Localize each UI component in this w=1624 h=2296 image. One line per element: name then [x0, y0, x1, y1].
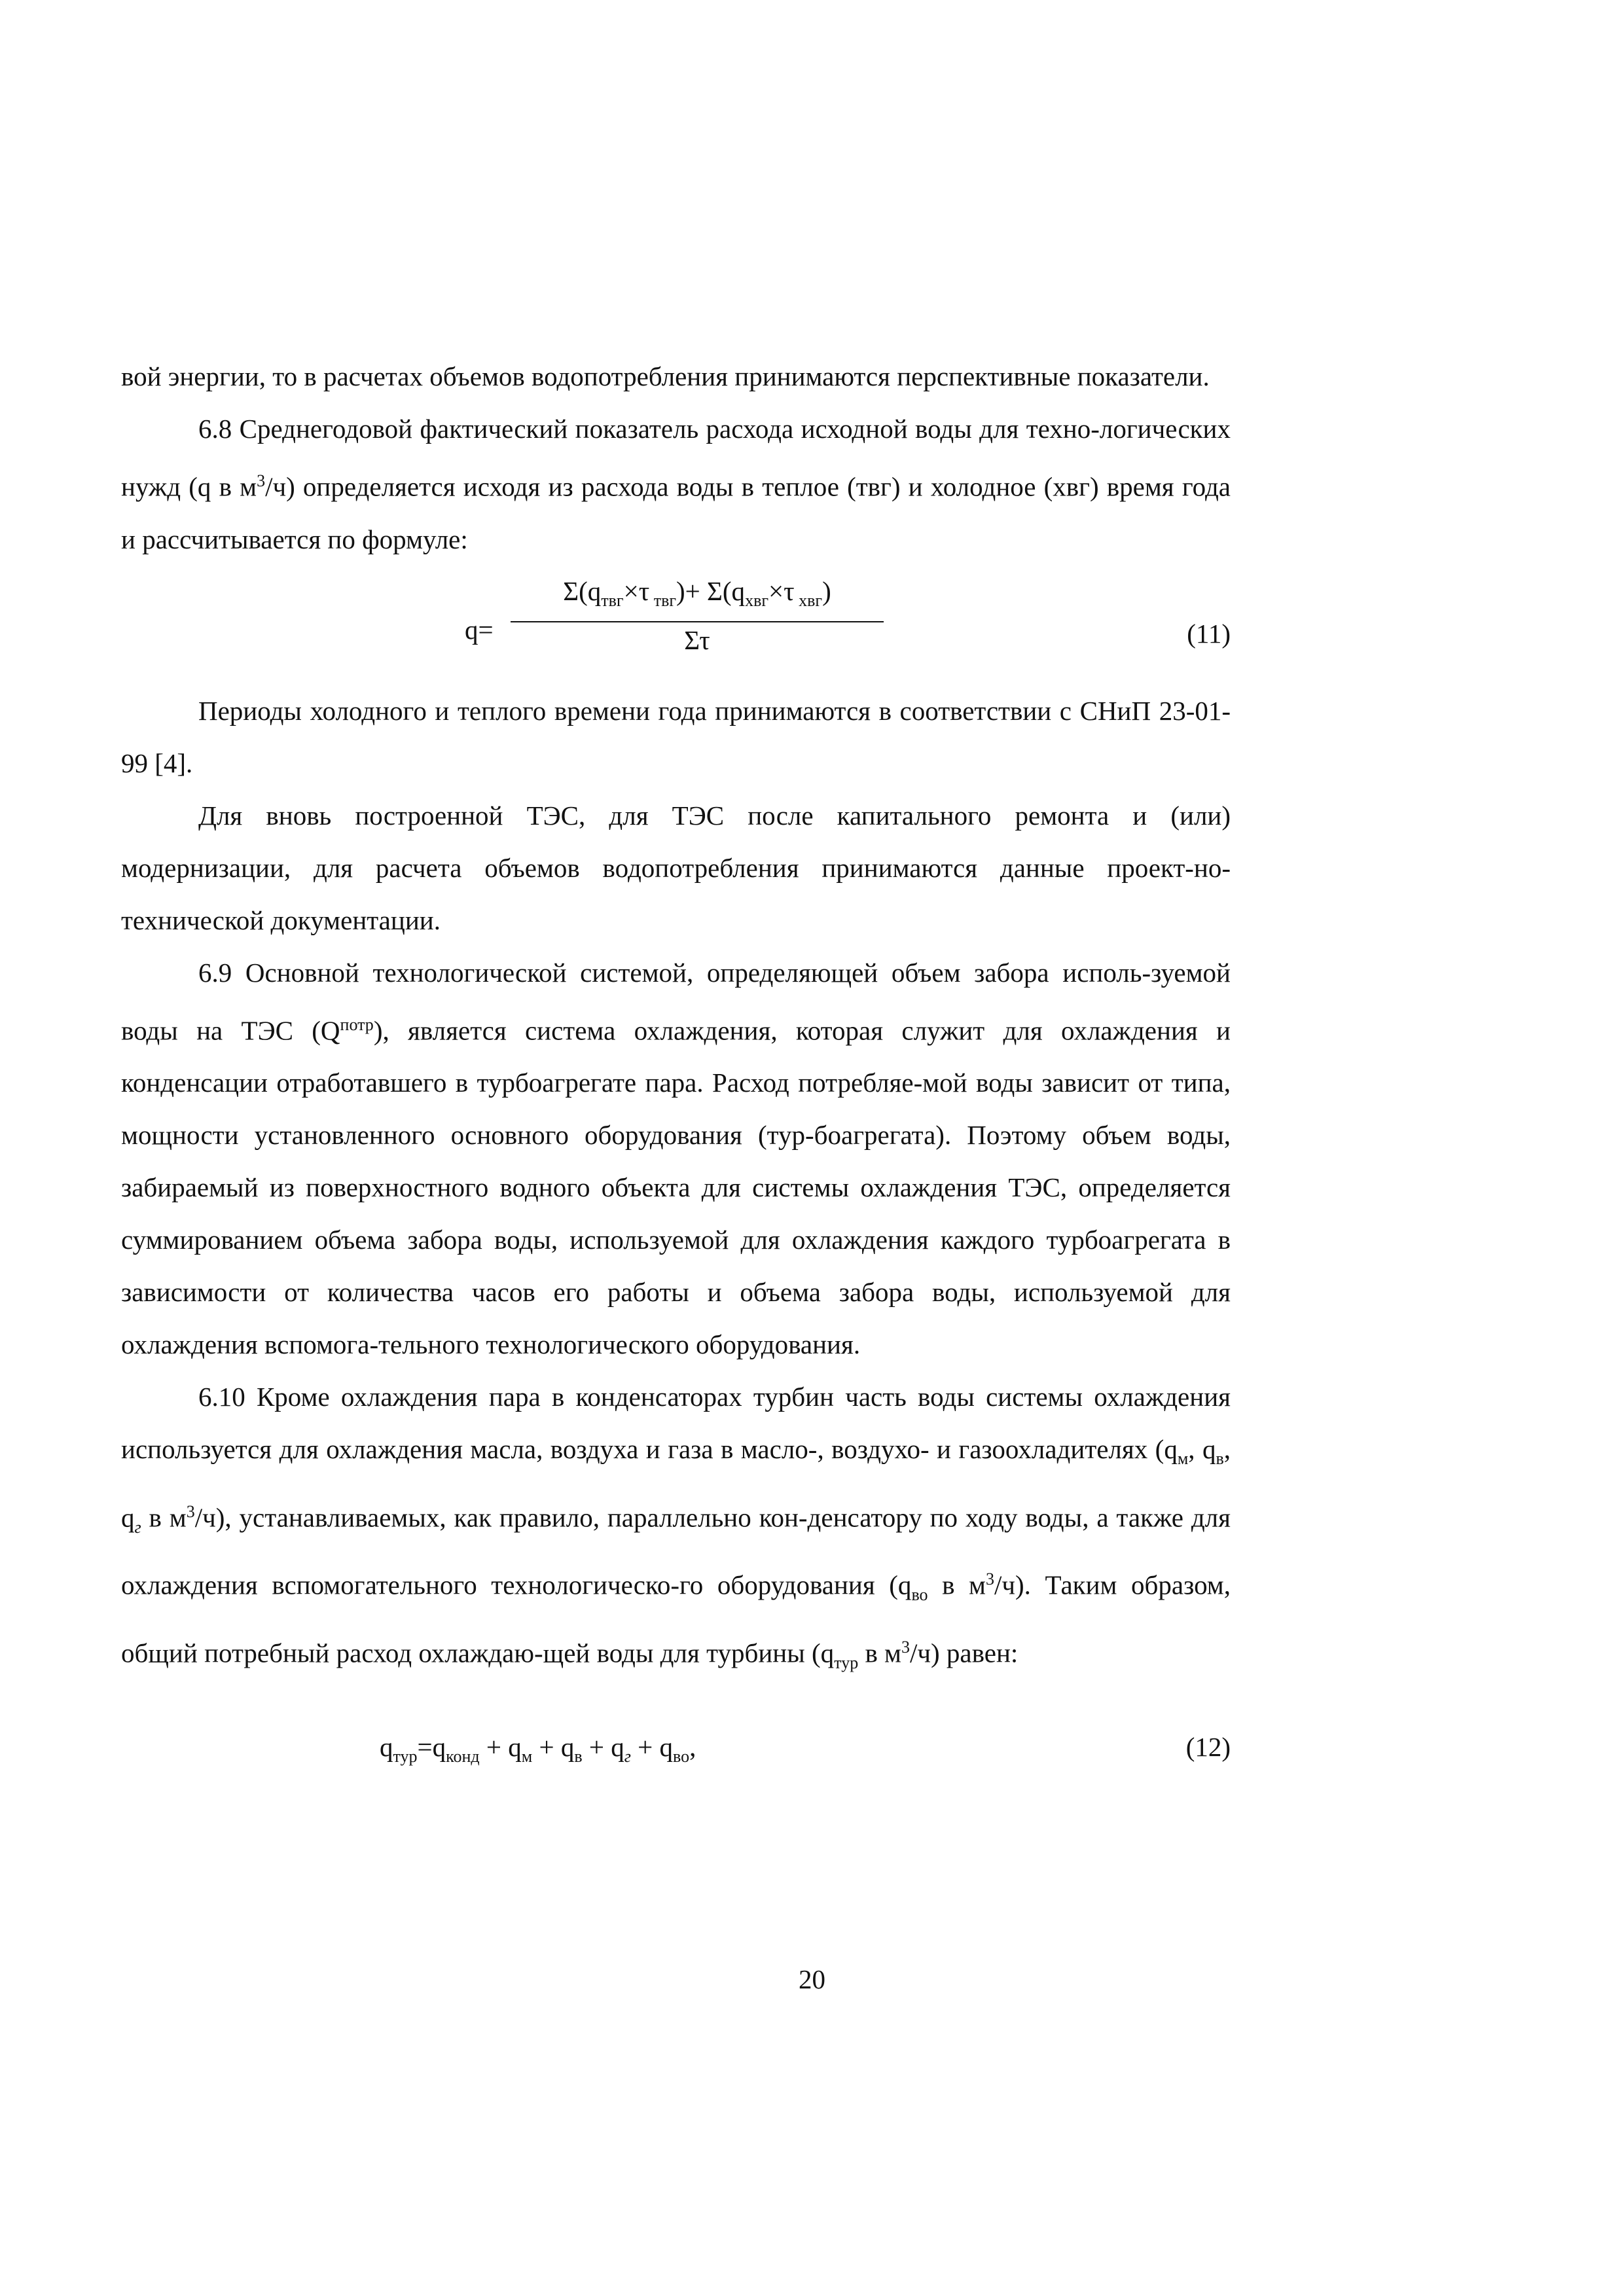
paragraph-6-8: 6.8 Среднегодовой фактический показатель расхода исходной воды для техно-логических нужд (q в $м^3/ч$) определяется исходя из расхода воды в теплое (твг) и холодное (хвг) время года и рассчитывается по формуле: [121, 414, 1231, 554]
paragraph-periods: Периоды холодного и теплого времени года принимаются в соответствии с СНиП 23-01-99 [4]. [121, 695, 1231, 778]
paragraph-new-tes: Для вновь построенной ТЭС, для ТЭС после капитального ремонта и (или) модернизации, для расчета объемов водопотребления принимаются данные проект-но-технической документации. [121, 800, 1231, 935]
formula-12 [121, 1721, 1231, 1780]
formula-11-numerator: $\Sigma(q_{твг}\times\tau$ $_{твг})+ \Sigma(q_{хвг}\times\tau$ $_{хвг}$) [511, 575, 884, 622]
paragraph-6-9: 6.9 Основной технологической системой, определяющей объем забора исполь-зуемой воды на ТЭС $(Q^{потр})$, является система охлаждения, которая служит для охлаждения и конденсации отработавшего в турбоагрегате пара. Расход потребляе-мой воды зависит от типа, мощности установленного основного оборудования (тур-боагрегата). Поэтому объем воды, забираемый из поверхностного водного объекта для системы охлаждения ТЭС, определяется суммированием объема забора воды, используемой для охлаждения каждого турбоагрегата в зависимости от количества часов его работы и объема забора воды, используемой для охлаждения вспомога-тельного технологического оборудования. [121, 957, 1231, 1360]
formula-11-denominator: Στ [684, 624, 710, 655]
formula-11-lhs: q= [465, 614, 494, 645]
equation-number-12: (12) [1185, 1732, 1231, 1763]
paragraph-continued: вой энергии, то в расчетах объемов водопотребления принимаются перспективные показатели. [121, 361, 1210, 391]
formula-12-expression: $q_{тур}=q_{конд} + q_м + q_в + q_г + q_{во}$, [380, 1732, 696, 1767]
page-number: 20 [799, 1964, 825, 1994]
formula-11-fraction [511, 575, 884, 656]
formula-11 [121, 575, 1231, 673]
equation-number-11: (11) [1187, 618, 1231, 649]
body-text [121, 350, 1231, 1780]
paragraph-6-10: 6.10 Кроме охлаждения пара в конденсаторах турбин часть воды системы охлаждения используется для охлаждения масла, воздуха и газа в масло-, воздухо- и газоохладителях ($q_м$, $q_в$, $q_г$ в $м^3/ч$), устанавливаемых, как правило, параллельно кон-денсатору по ходу воды, а также для охлаждения вспомогательного технологическо-го оборудования ($q_{во}$ в $м^3/ч$). Таким образом, общий потребный расход охлаждаю-щей воды для турбины ($q_{тур}$ в $м^3/ч$) равен: [121, 1382, 1231, 1673]
